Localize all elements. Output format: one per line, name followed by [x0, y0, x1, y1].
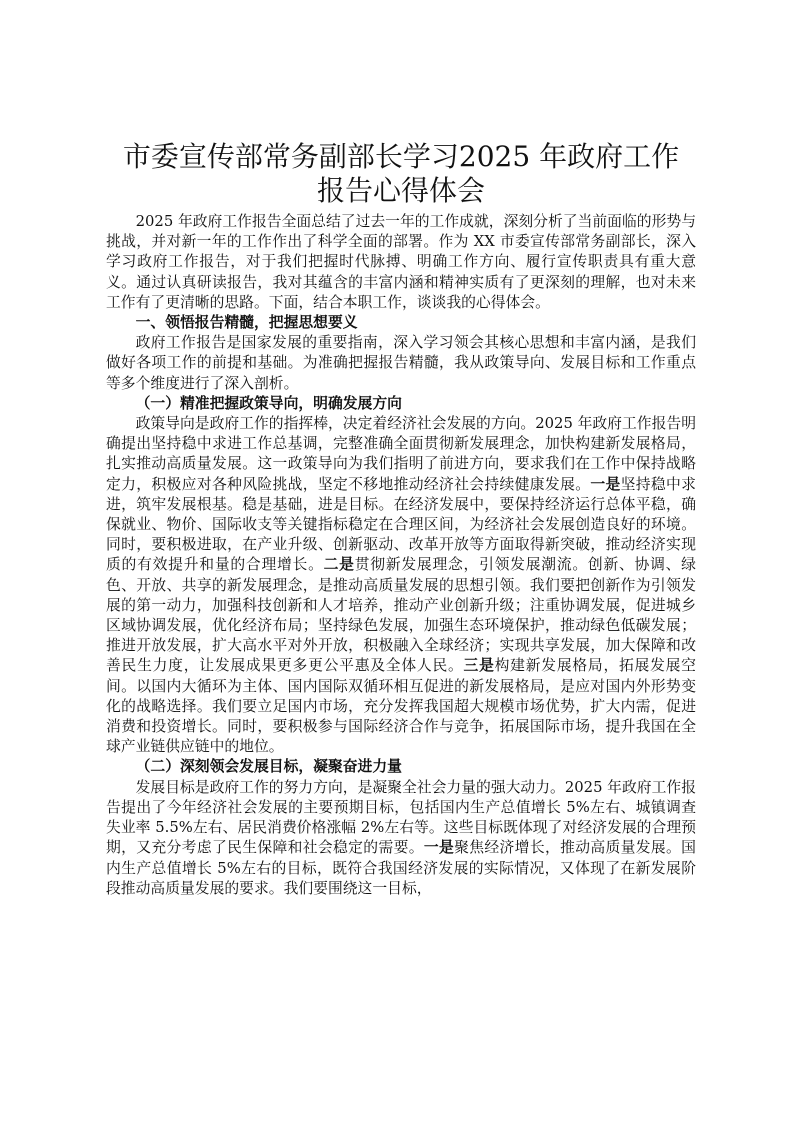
document-body	[106, 140, 696, 899]
subsection-1-text-1: 政策导向是政府工作的指挥棒，决定着经济社会发展的方向。2025 年政府工作报告明确提出坚持稳中求进工作总基调，完整准确全面贯彻新发展理念，加快构建新发展格局，扎实推动高质量发展。这一政策导向为我们指明了前进方向，要求我们在工作中保持战略定力，积极应对各种风险挑战，坚定不移地推动经济社会持续健康发展。	[106, 415, 696, 493]
section-1-paragraph: 政府工作报告是国家发展的重要指南，深入学习领会其核心思想和丰富内涵，是我们做好各项工作的前提和基础。为准确把握报告精髓，我从政策导向、发展目标和工作重点等多个维度进行了深入剖析。	[106, 334, 696, 392]
subsection-1-heading: （一）精准把握政策导向，明确发展方向	[135, 394, 402, 412]
subsection-1-paragraph	[106, 414, 696, 757]
title-line-2: 报告心得体会	[316, 174, 485, 207]
lead-point-4: 一是	[423, 839, 455, 857]
subsection-2-text-2: 聚焦经济增长，推动高质量发展。国内生产总值增长 5%左右的目标，既符合我国经济发展的实际情况，又体现了在新发展阶段推动高质量发展的要求。我们要围绕这一目标，	[106, 839, 696, 897]
subsection-2-text-1: 发展目标是政府工作的努力方向，是凝聚全社会力量的强大动力。2025 年政府工作报告提出了今年经济社会发展的主要预期目标，包括国内生产总值增长 5%左右、城镇调查失业率 5.5%左右、居民消费价格涨幅 2%左右等。这些目标既体现了对经济发展的合理预期，又充分考虑了民生保障和社会稳定的需要。	[106, 778, 696, 857]
subsection-2-paragraph	[106, 778, 696, 899]
title-line-1: 市委宣传部常务副部长学习2025 年政府工作	[122, 140, 680, 173]
lead-point-1: 一是	[590, 475, 621, 493]
subsection-2-heading: （二）深刻领会发展目标，凝聚奋进力量	[135, 758, 402, 776]
lead-point-2: 二是	[323, 556, 355, 574]
section-1-heading: 一、领悟报告精髓，把握思想要义	[135, 314, 358, 332]
intro-paragraph: 2025 年政府工作报告全面总结了过去一年的工作成就，深刻分析了当前面临的形势与挑战，并对新一年的工作作出了科学全面的部署。作为 XX 市委宣传部常务副部长，深入学习政府工作报告，对于我们把握时代脉搏、明确工作方向、履行宣传职责具有重大意义。通过认真研读报告，我对其蕴含的丰富内涵和精神实质有了更深刻的理解，也对未来工作有了更清晰的思路。下面，结合本职工作，谈谈我的心得体会。	[106, 213, 696, 311]
subsection-1-text-2: 坚持稳中求进，筑牢发展根基。稳是基础，进是目标。在经济发展中，要保持经济运行总体平稳，确保就业、物价、国际收支等关键指标稳定在合理区间，为经济社会发展创造良好的环境。同时，要积极进取，在产业升级、创新驱动、改革开放等方面取得新突破，推动经济实现质的有效提升和量的合理增长。	[106, 475, 696, 574]
lead-point-3: 三是	[463, 657, 495, 675]
subsection-1-text-4: 构建新发展格局，拓展发展空间。以国内大循环为主体、国内国际双循环相互促进的新发展格局，是应对国内外形势变化的战略选择。我们要立足国内市场，充分发挥我国超大规模市场优势，扩大内需，促进消费和投资增长。同时，要积极参与国际经济合作与竞争，拓展国际市场，提升我国在全球产业链供应链中的地位。	[106, 657, 696, 756]
document-title	[106, 140, 696, 208]
subsection-1-text-3: 贯彻新发展理念，引领发展潮流。创新、协调、绿色、开放、共享的新发展理念，是推动高质量发展的思想引领。我们要把创新作为引领发展的第一动力，加强科技创新和人才培养，推动产业创新升级；注重协调发展，促进城乡区域协调发展，优化经济布局；坚持绿色发展，加强生态环境保护，推动绿色低碳发展；推进开放发展，扩大高水平对外开放，积极融入全球经济；实现共享发展，加大保障和改善民生力度，让发展成果更多更公平惠及全体人民。	[106, 556, 696, 675]
